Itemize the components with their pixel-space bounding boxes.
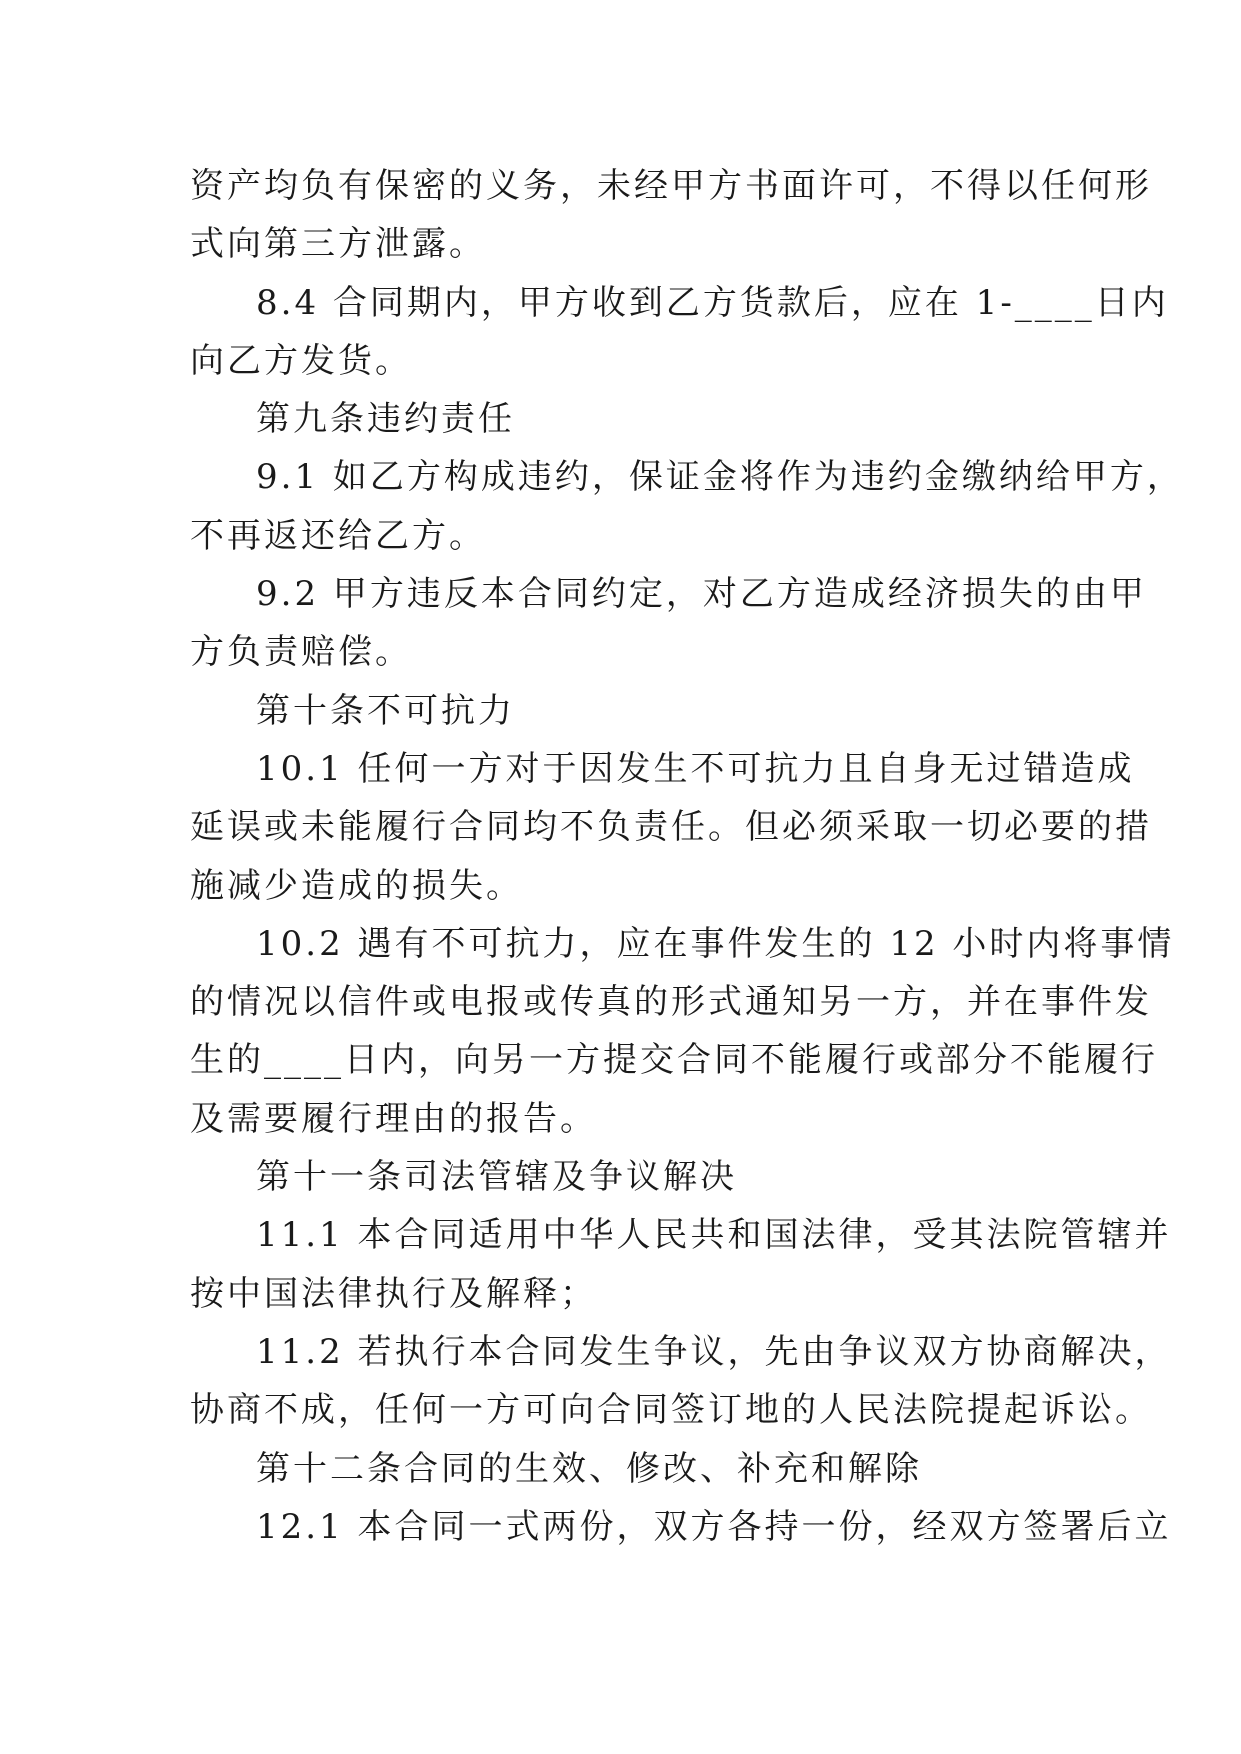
article-12-heading: 第十二条合同的生效、修改、补充和解除 [256,1448,922,1489]
clause-12-1: 12.1 本合同一式两份，双方各持一份，经双方签署后立 [256,1506,1172,1547]
article-9-heading: 第九条违约责任 [256,399,515,440]
text-line: 及需要履行理由的报告。 [190,1098,597,1139]
clause-11-2: 11.2 若执行本合同发生争议，先由争议双方协商解决， [256,1331,1172,1372]
text-line: 向乙方发货。 [190,340,412,381]
clause-8-4: 8.4 合同期内，甲方收到乙方货款后，应在 1-____日内 [256,282,1169,323]
text-line: 不再返还给乙方。 [190,515,486,556]
clause-10-1: 10.1 任何一方对于因发生不可抗力且自身无过错造成 [256,748,1135,789]
document-body [190,157,1184,1556]
text-line: 施减少造成的损失。 [190,865,523,906]
article-10-heading: 第十条不可抗力 [256,690,515,731]
clause-9-2: 9.2 甲方违反本合同约定，对乙方造成经济损失的由甲 [256,574,1147,615]
text-line: 资产均负有保密的义务，未经甲方书面许可，不得以任何形 [190,166,1152,206]
text-line: 延误或未能履行合同均不负责任。但必须采取一切必要的措 [190,807,1152,848]
clause-11-1: 11.1 本合同适用中华人民共和国法律，受其法院管辖并 [256,1215,1172,1256]
text-line: 方负责赔偿。 [190,632,412,673]
text-line: 协商不成，任何一方可向合同签订地的人民法院提起诉讼。 [190,1390,1152,1431]
text-line: 按中国法律执行及解释； [190,1273,597,1314]
text-line: 生的____日内，向另一方提交合同不能履行或部分不能履行 [190,1040,1158,1081]
clause-9-1: 9.1 如乙方构成违约，保证金将作为违约金缴纳给甲方， [256,457,1184,498]
text-line: 的情况以信件或电报或传真的形式通知另一方，并在事件发 [190,982,1152,1023]
clause-10-2: 10.2 遇有不可抗力，应在事件发生的 12 小时内将事情 [256,923,1175,964]
article-11-heading: 第十一条司法管辖及争议解决 [256,1157,737,1198]
text-line: 式向第三方泄露。 [190,224,486,265]
